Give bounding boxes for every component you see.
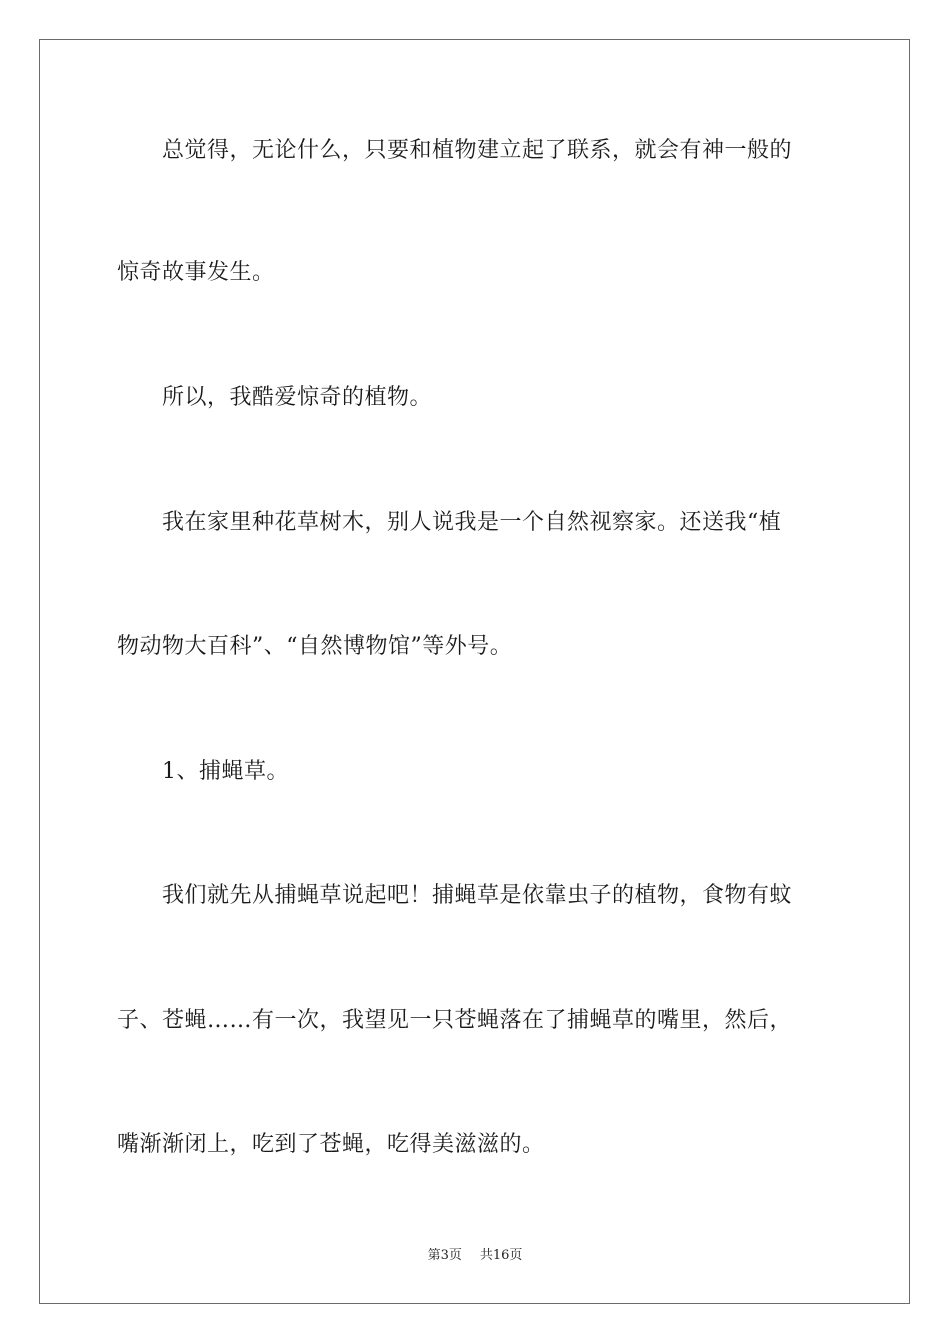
paragraph-line: 我们就先从捕蝇草说起吧！捕蝇草是依靠虫子的植物，食物有蚊: [162, 883, 793, 908]
page-footer: [0, 1247, 950, 1265]
paragraph-line: 总觉得，无论什么，只要和植物建立起了联系，就会有神一般的: [162, 138, 793, 163]
page-number: 第3页: [427, 1248, 462, 1263]
section-heading: 1、捕蝇草。: [162, 759, 289, 784]
paragraph-line: 我在家里种花草树木，别人说我是一个自然视察家。还送我“植: [162, 510, 782, 535]
paragraph-line: 所以，我酷爱惊奇的植物。: [162, 385, 433, 410]
paragraph-line: 嘴渐渐闭上，吃到了苍蝇，吃得美滋滋的。: [117, 1132, 545, 1157]
paragraph-line: 物动物大百科”、“自然博物馆”等外号。: [117, 634, 513, 659]
total-pages: 共16页: [479, 1248, 523, 1263]
paragraph-line: 子、苍蝇……有一次，我望见一只苍蝇落在了捕蝇草的嘴里，然后，: [117, 1008, 793, 1033]
page-border: [39, 39, 910, 1304]
paragraph-line: 惊奇故事发生。: [117, 260, 275, 285]
